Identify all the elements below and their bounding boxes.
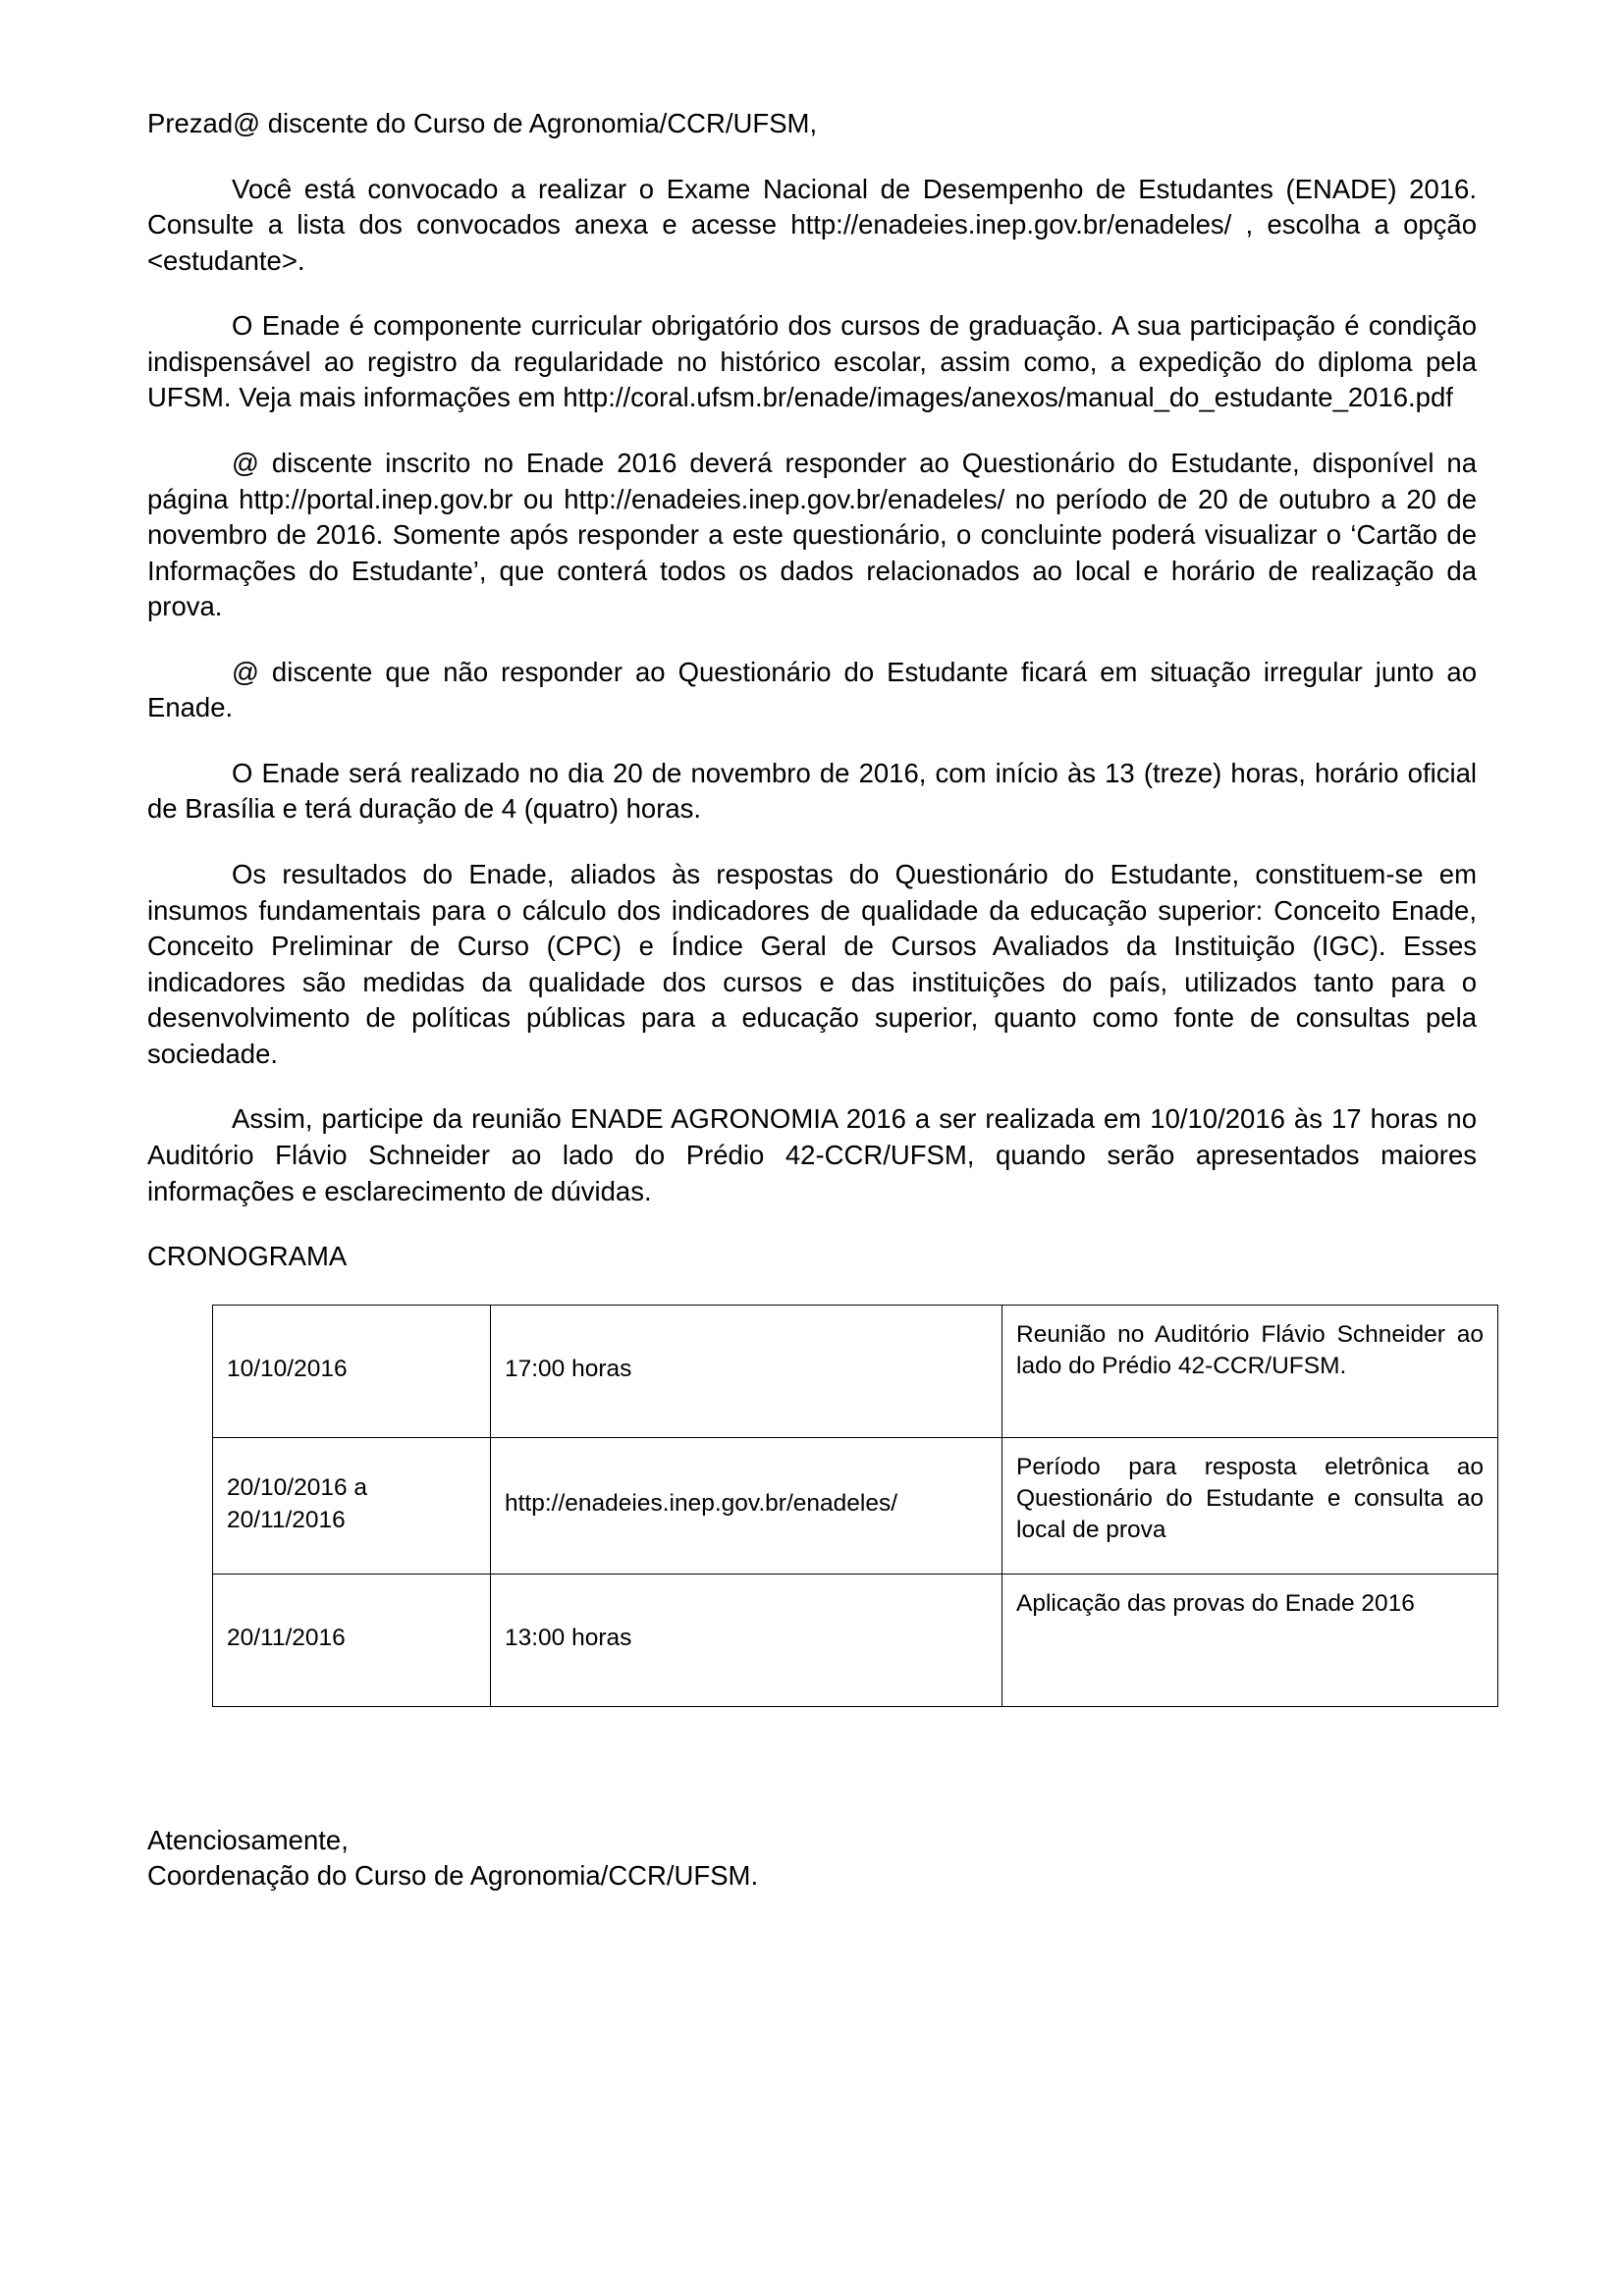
closing-block [147, 1823, 1477, 1895]
paragraph-convocation: Você está convocado a realizar o Exame Nacional de Desempenho de Estudantes (ENADE) 2016. Consulte a lista dos convocados anexa e acesse http://enadeies.inep.gov.br/enadeles/ , escolha a opção <estudante>. [147, 173, 1477, 276]
table-cell-detail: 13:00 horas [491, 1574, 1002, 1706]
closing-salutation: Atenciosamente, [147, 1824, 349, 1855]
salutation-line: Prezad@ discente do Curso de Agronomia/CCR/UFSM, [147, 108, 818, 138]
cronograma-table [212, 1305, 1498, 1707]
paragraph-irregular-status: @ discente que não responder ao Questionário do Estudante ficará em situação irregular junto ao Enade. [147, 656, 1477, 723]
cronograma-heading: CRONOGRAMA [147, 1241, 348, 1272]
table-cell-date: 10/10/2016 [213, 1305, 491, 1437]
table-row [213, 1437, 1498, 1574]
paragraph-exam-date: O Enade será realizado no dia 20 de novembro de 2016, com início às 13 (treze) horas, horário oficial de Brasília e terá duração de 4 (quatro) horas. [147, 757, 1477, 825]
paragraph-curricular-component: O Enade é componente curricular obrigatório dos cursos de graduação. A sua participação é condição indispensável ao registro da regularidade no histórico escolar, assim como, a expedição do diploma pela UFSM. Veja mais informações em http://coral.ufsm.br/enade/images/anexos/manual_do_estudante_2016.pdf [147, 310, 1477, 413]
table-cell-description: Reunião no Auditório Flávio Schneider ao lado do Prédio 42-CCR/UFSM. [1002, 1305, 1498, 1437]
paragraph-meeting-invite: Assim, participe da reunião ENADE AGRONOMIA 2016 a ser realizada em 10/10/2016 às 17 horas no Auditório Flávio Schneider ao lado do Prédio 42-CCR/UFSM, quando serão apresentados maiores informações e esclarecimento de dúvidas. [147, 1103, 1477, 1206]
paragraph-student-questionnaire: @ discente inscrito no Enade 2016 deverá responder ao Questionário do Estudante, disponível na página http://portal.inep.gov.br ou http://enadeies.inep.gov.br/enadeles/ no período de 20 de outubro a 20 de novembro de 2016. Somente após responder a este questionário, o concluinte poderá visualizar o ‘Cartão de Informações do Estudante’, que conterá todos os dados relacionados ao local e horário de realização da prova. [147, 447, 1477, 622]
table-row [213, 1574, 1498, 1706]
table-cell-date: 20/11/2016 [213, 1574, 491, 1706]
paragraph-results-indicators: Os resultados do Enade, aliados às respostas do Questionário do Estudante, constituem-se em insumos fundamentais para o cálculo dos indicadores de qualidade da educação superior: Conceito Enade, Conceito Preliminar de Curso (CPC) e Índice Geral de Cursos Avaliados da Instituição (IGC). Esses indicadores são medidas da qualidade dos cursos e das instituições do país, utilizados tanto para o desenvolvimento de políticas públicas para a educação superior, quanto como fonte de consultas pela sociedade. [147, 859, 1477, 1069]
table-cell-detail: 17:00 horas [491, 1305, 1002, 1437]
table-cell-detail: http://enadeies.inep.gov.br/enadeles/ [491, 1437, 1002, 1574]
table-cell-description: Período para resposta eletrônica ao Questionário do Estudante e consulta ao local de prova [1002, 1437, 1498, 1574]
document-body [147, 106, 1484, 1895]
table-cell-date: 20/10/2016 a 20/11/2016 [213, 1437, 491, 1574]
table-row [213, 1305, 1498, 1437]
table-cell-description: Aplicação das provas do Enade 2016 [1002, 1574, 1498, 1706]
closing-signature: Coordenação do Curso de Agronomia/CCR/UFSM. [147, 1860, 759, 1892]
